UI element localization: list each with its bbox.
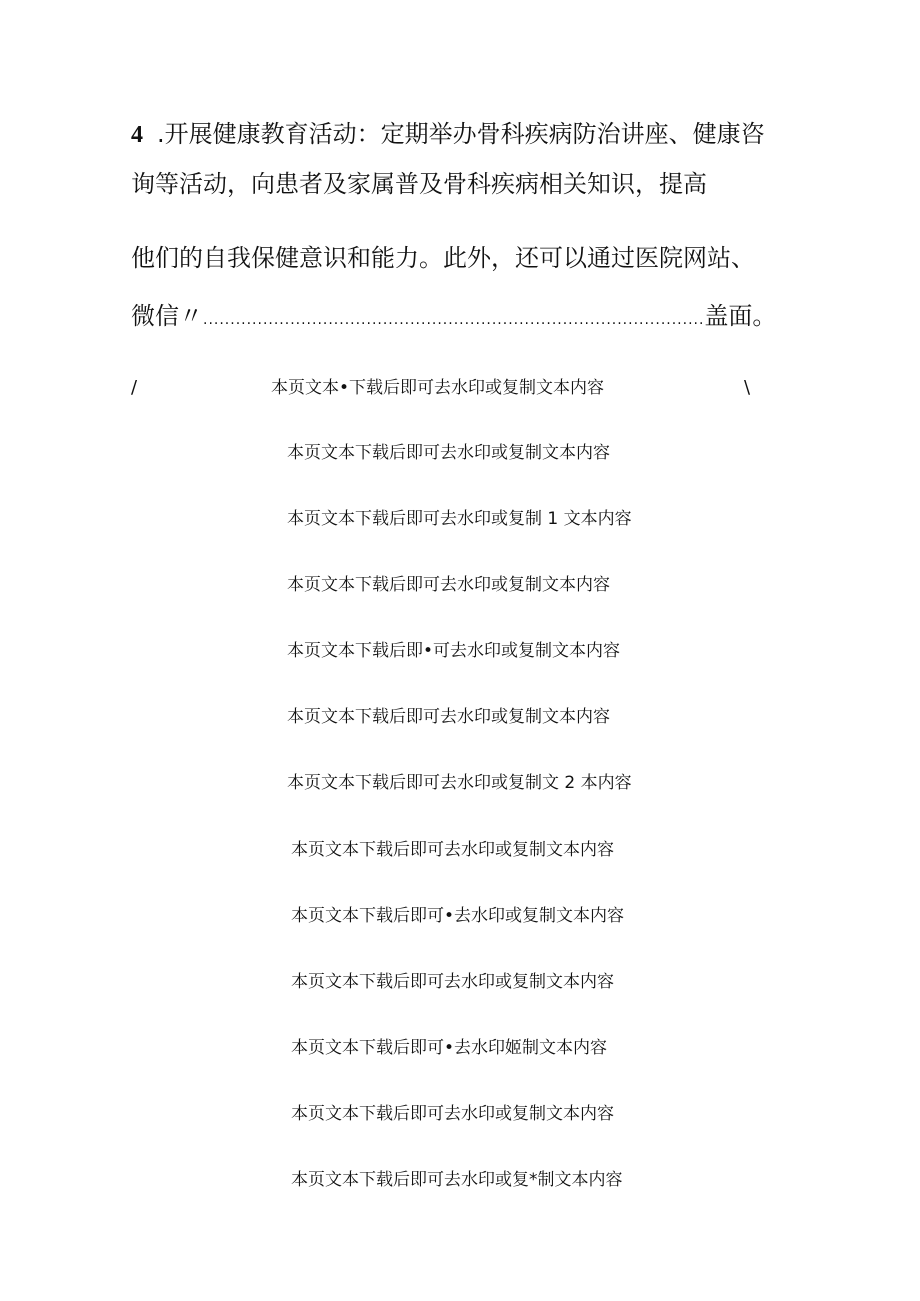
watermark-line: 本页文本下载后即•可去水印或复制文本内容 [287, 641, 621, 661]
paragraph-line-1 [131, 118, 765, 151]
watermark-line: 本页文本下载后即可去水印或复*制文本内容 [291, 1170, 623, 1190]
dotted-leader: ............................................................................................ [203, 312, 705, 328]
watermark-line: 本页文本下载后即可去水印或复制文本内容 [287, 707, 610, 727]
banner-right-mark: \ [744, 377, 751, 398]
item-number: 4 [131, 122, 143, 148]
watermark-line: 本页文本下载后即可去水印或复制文本内容 [287, 443, 610, 463]
paragraph-line-4 [131, 300, 776, 336]
paragraph-text-1: .开展健康教育活动：定期举办骨科疾病防治讲座、健康咨 [157, 120, 765, 148]
watermark-line: 本页文本下载后即可去水印或复制文本内容 [291, 1104, 614, 1124]
watermark-line: 本页文本下载后即可去水印或复制文本内容 [291, 972, 614, 992]
watermark-line: 本页文本下载后即可去水印或复制文本内容 [291, 840, 614, 860]
banner-left-mark: / [131, 377, 138, 398]
paragraph-line-2: 询等活动，向患者及家属普及骨科疾病相关知识，提高 [131, 170, 707, 198]
paragraph-text-4-end: 盖面。 [704, 302, 777, 330]
watermark-line: 本页文本下载后即可•去水印或复制文本内容 [291, 906, 625, 926]
banner-text: 本页文本•下载后即可去水印或复制文本内容 [271, 378, 605, 398]
watermark-line: 本页文本下载后即可去水印或复制 1 文本内容 [287, 509, 632, 529]
watermark-line: 本页文本下载后即可去水印或复制文 2 本内容 [287, 773, 632, 793]
watermark-line: 本页文本下载后即可去水印或复制文本内容 [287, 575, 610, 595]
paragraph-line-3: 他们的自我保健意识和能力。此外，还可以通过医院网站、 [131, 244, 755, 272]
paragraph-text-4-start: 微信〃 [131, 302, 203, 330]
watermark-line: 本页文本下载后即可•去水印姬制文本内容 [291, 1038, 608, 1058]
